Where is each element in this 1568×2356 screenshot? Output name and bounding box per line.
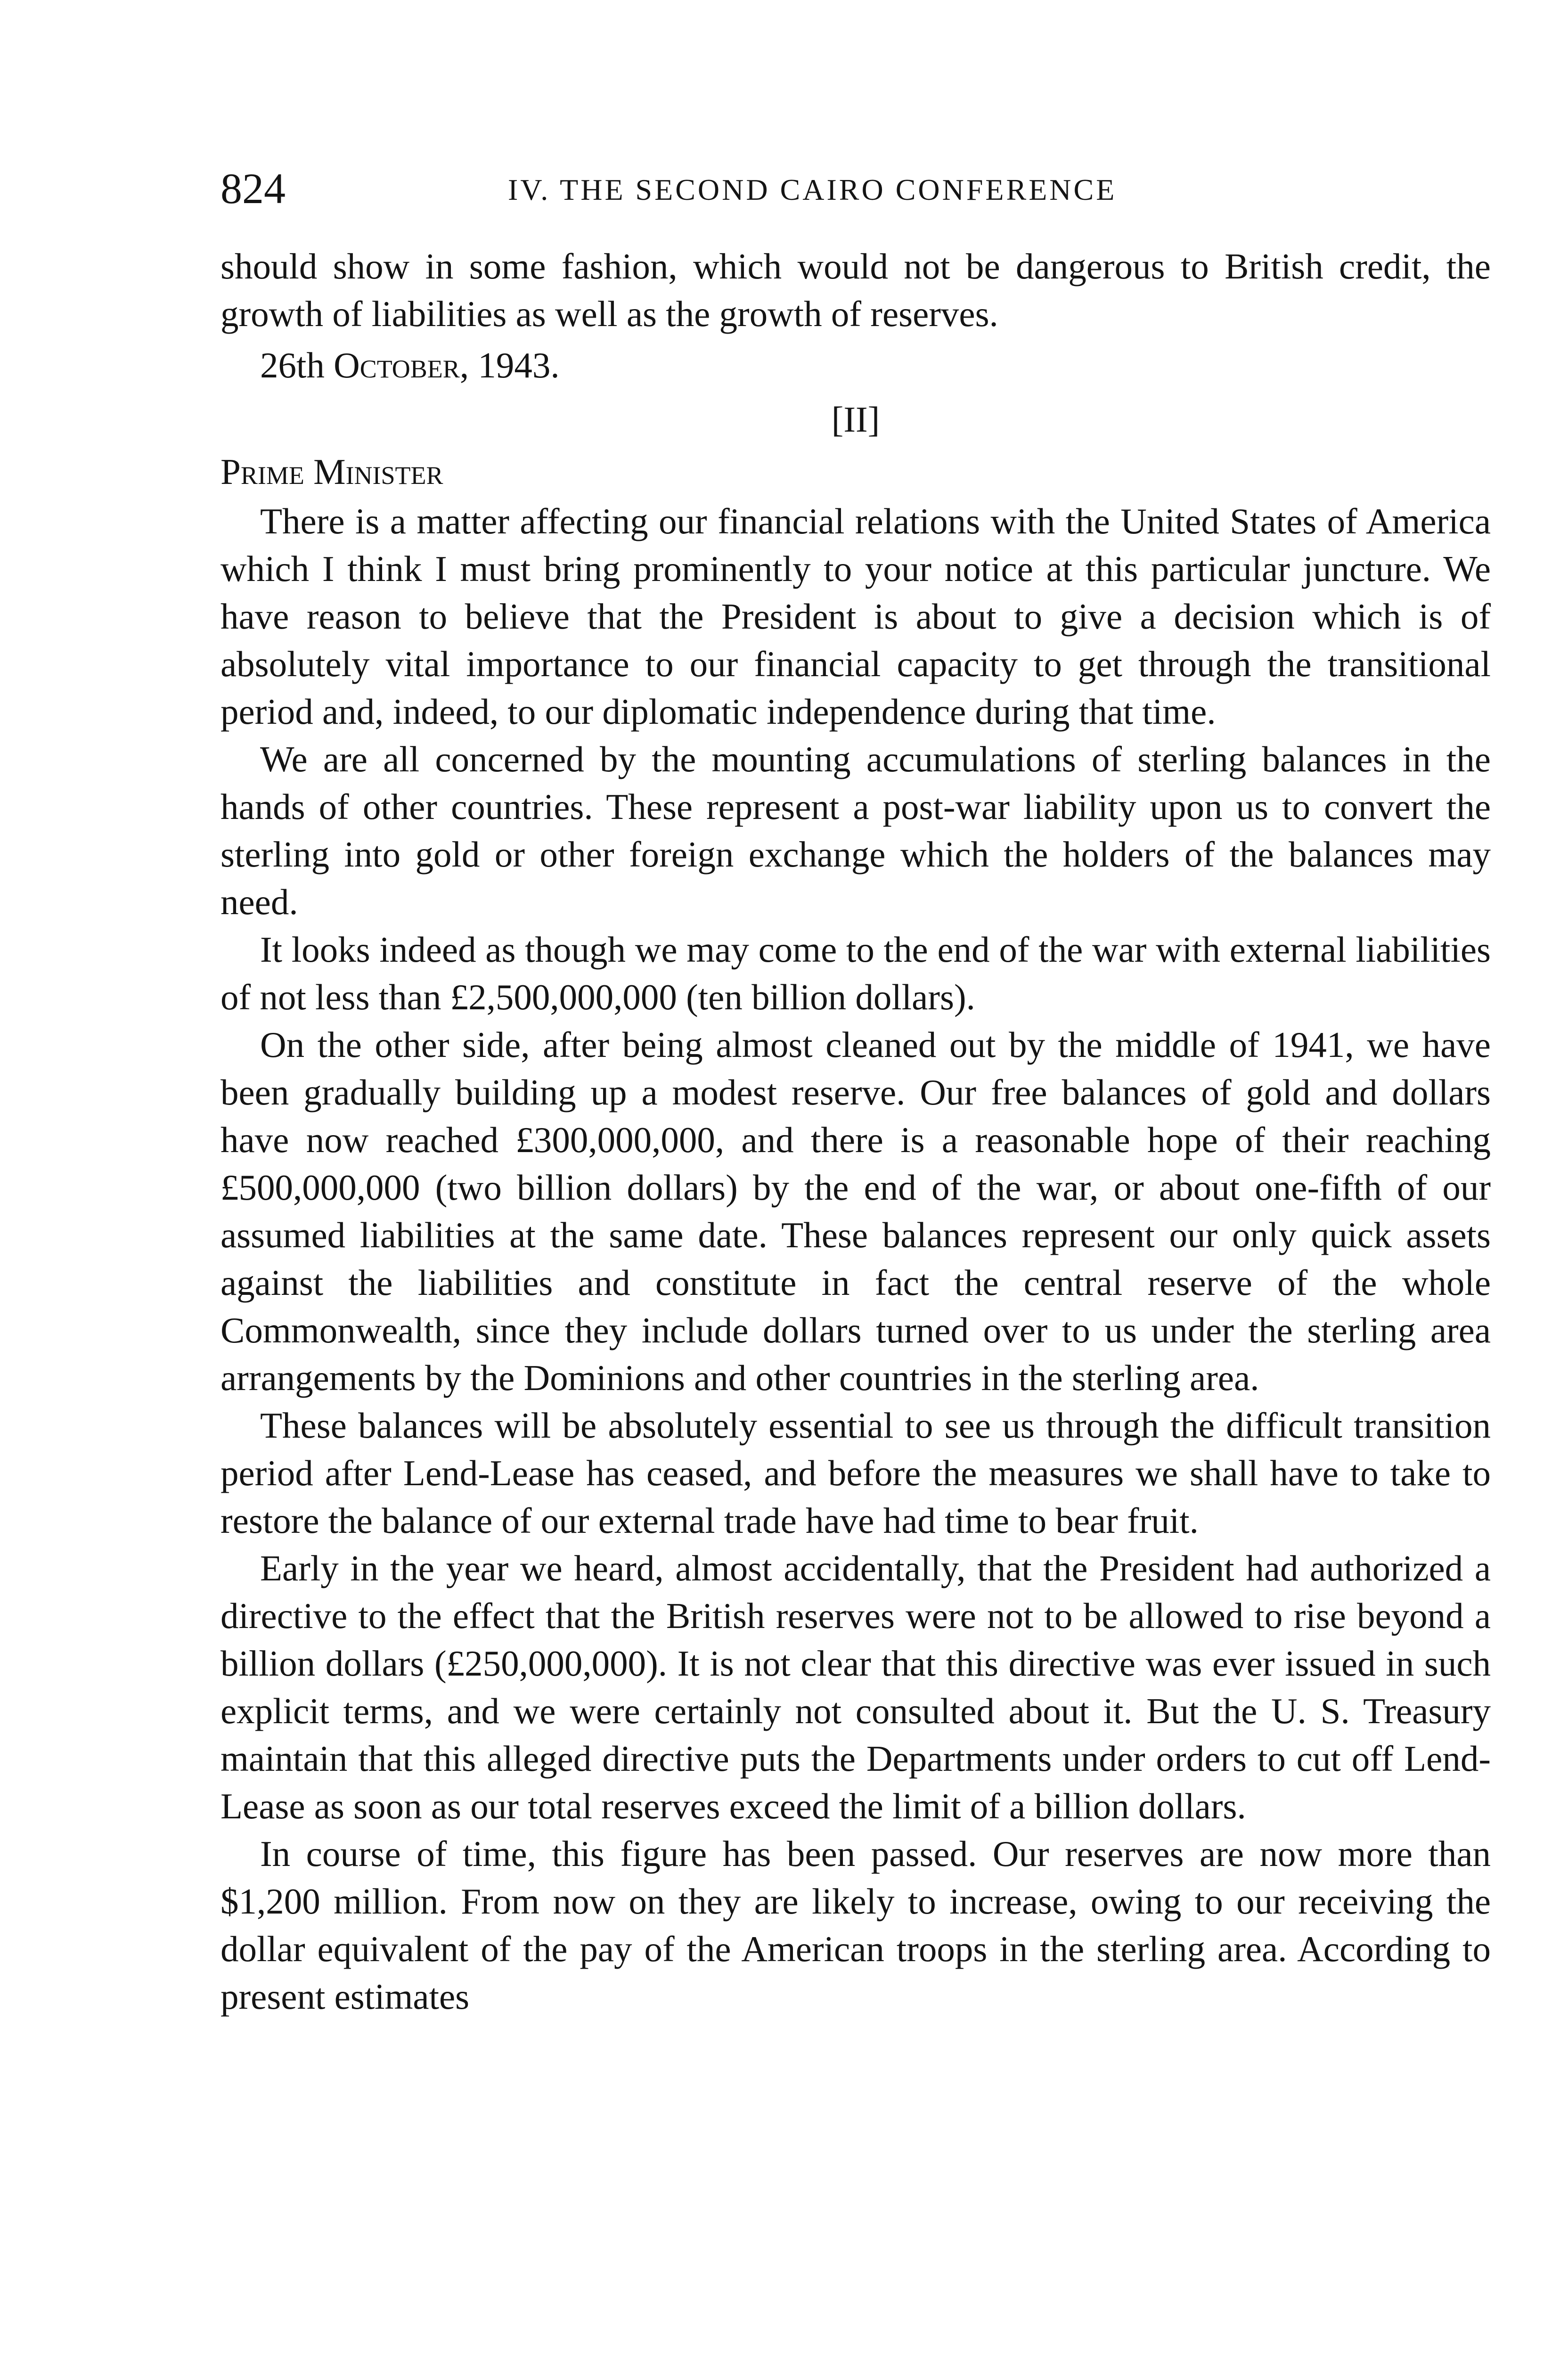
date-year: , 1943. (459, 345, 560, 385)
paragraph: These balances will be absolutely essential to see us through the difficult transition period after Lend-Lease has ceased, and before the measures we shall have to take to restore the balance of our external trade have had time to bear fruit. (220, 1405, 1491, 1541)
date-day: 26th (260, 345, 325, 385)
paragraph: Early in the year we heard, almost accidentally, that the President had authorized a directive to the effect that the British reserves were not to be allowed to rise beyond a billion dollars (£250,000,000). It is not clear that this directive was ever issued in such explicit terms, and we were certainly not consulted about it. But the U. S. Treasury maintain that this alleged directive puts the Departments under orders to cut off Lend-Lease as soon as our total reserves exceed the limit of a billion dollars. (220, 1548, 1491, 1826)
document-body (220, 243, 1491, 2021)
running-head: IV. THE SECOND CAIRO CONFERENCE (508, 173, 1117, 206)
paragraph: In course of time, this figure has been passed. Our reserves are now more than $1,200 million. From now on they are likely to increase, owing to our receiving the dollar equivalent of the pay of the American troops in the sterling area. According to present estimates (220, 1833, 1491, 2017)
date-month: October (334, 345, 460, 385)
page-number: 824 (220, 164, 286, 213)
speaker-heading: Prime Minister (220, 451, 443, 492)
page-header (220, 163, 1491, 224)
document-page (220, 163, 1491, 2356)
paragraph: On the other side, after being almost cleaned out by the middle of 1941, we have been gradually building up a modest reserve. Our free balances of gold and dollars have now reached £300,000,000, and there is a reasonable hope of their reaching £500,000,000 (two billion dollars) by the end of the war, or about one-fifth of our assumed liabilities at the same date. These balances represent our only quick assets against the liabilities and constitute in fact the central reserve of the whole Commonwealth, since they include dollars turned over to us under the sterling area arrangements by the Dominions and other countries in the sterling area. (220, 1024, 1491, 1398)
dateline (220, 342, 1491, 389)
continuation-paragraph: should show in some fashion, which would not be dangerous to British credit, the growth of liabilities as well as the growth of reserves. (220, 246, 1491, 334)
section-number: [II] (831, 399, 880, 440)
paragraph: There is a matter affecting our financial relations with the United States of America which I think I must bring prominently to your notice at this particular juncture. We have reason to believe that the President is about to give a decision which is of absolutely vital importance to our financial capacity to get through the transitional period and, indeed, to our diplomatic independence during that time. (220, 501, 1491, 732)
paragraph: It looks indeed as though we may come to the end of the war with external liabilities of not less than £2,500,000,000 (ten billion dollars). (220, 929, 1491, 1017)
paragraph: We are all concerned by the mounting accumulations of sterling balances in the hands of other countries. These represent a post-war liability upon us to convert the sterling into gold or other foreign exchange which the holders of the balances may need. (220, 739, 1491, 922)
